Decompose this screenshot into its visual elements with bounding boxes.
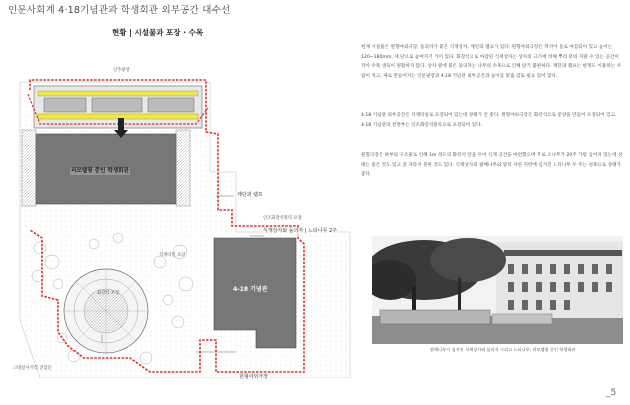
label-gate: 고대앞사거리 진입문	[13, 366, 52, 371]
label-memorial-hall: 4-18 기념관	[233, 286, 268, 293]
site-photo-drawing	[372, 236, 623, 344]
page-title: 인문사회계 4·18기념관과 학생회관 외부공간 대수선	[8, 5, 231, 16]
section-subtitle: 현황 | 시설물과 포장 · 수목	[112, 28, 204, 37]
description-paragraph-trees: 원형극장은 하부의 구조물로 인해 1m 정도의 화강석 단을 두어 식재 공간을 마련했으며 주로 소나무가 20주 가량 심어져 있는데 상태는 좋은 것도 있고 잘 자라지 못한 것도 있다. 식재상자의 팔배나무와 달리 자연 지반에 심겨진 느티나무 두 주는 성목으로 상태가 좋다.	[361, 153, 623, 178]
side-structure-right	[176, 130, 190, 206]
label-paving-note: 인조화강석블럭 포장	[263, 216, 302, 221]
site-photo	[372, 236, 623, 344]
label-amphitheater: 원형야외극장	[239, 374, 268, 380]
photo-caption: 팔배나무가 심겨진 식재상자와 돌의자 그리고 느티나무, 리모델링 중인 학생회관	[430, 347, 576, 352]
label-north-plaza: 인주광장	[113, 68, 130, 73]
label-student-hall: 리모델링 중인 학생회관	[71, 168, 129, 174]
label-stone-paving: 석재타일 포장	[159, 253, 186, 258]
label-planter-bench: 식재상자와 돌의자 | 느티나무 2주	[263, 228, 338, 234]
description-paragraph-facilities: 현재 시설물은 원형야외극장, 돌의자가 붙은 식재상자, 계단과 램프가 있다. 원형야외극장은 객석이 돌로 마감되어 있고 높이는 120~180mm, 세 단으로 놓여지기 가이 있다. 화강석으로 마감된 식재상자는 상자의 크기에 비해 뿌리 분의 자랄 수 있는 공간이 작아 수목 생육이 원활하지 않다. 상자 옆에 붙은 돌의자는 나무의 수목으로 인해 앉기 불편하다. 계단과 램프는 현재도 이용하는 사람이 적고, 새로 만들어지는 인문광장과 4·18 기념관 외부공간과 높이를 맞출 검토 필요 있어 않다.	[361, 45, 621, 79]
amphitheater-plan	[64, 269, 148, 353]
page-number: _5	[606, 388, 617, 398]
label-stairs-ramp: 계단과 램프	[237, 192, 263, 198]
label-granite-paving: 화강석 포장	[97, 291, 120, 296]
description-paragraph-paving: 4·18 기념관 외부공간은 석재타일로 포장되어 있는데 상태가 안 좋다. 원형야외극장은 화강석으로 문양을 만들어 포장되어 있고, 4·18 기념관의 전면부는 인조화강석블록으로 포장되어 있다.	[361, 113, 617, 128]
side-structure-left	[22, 130, 36, 206]
